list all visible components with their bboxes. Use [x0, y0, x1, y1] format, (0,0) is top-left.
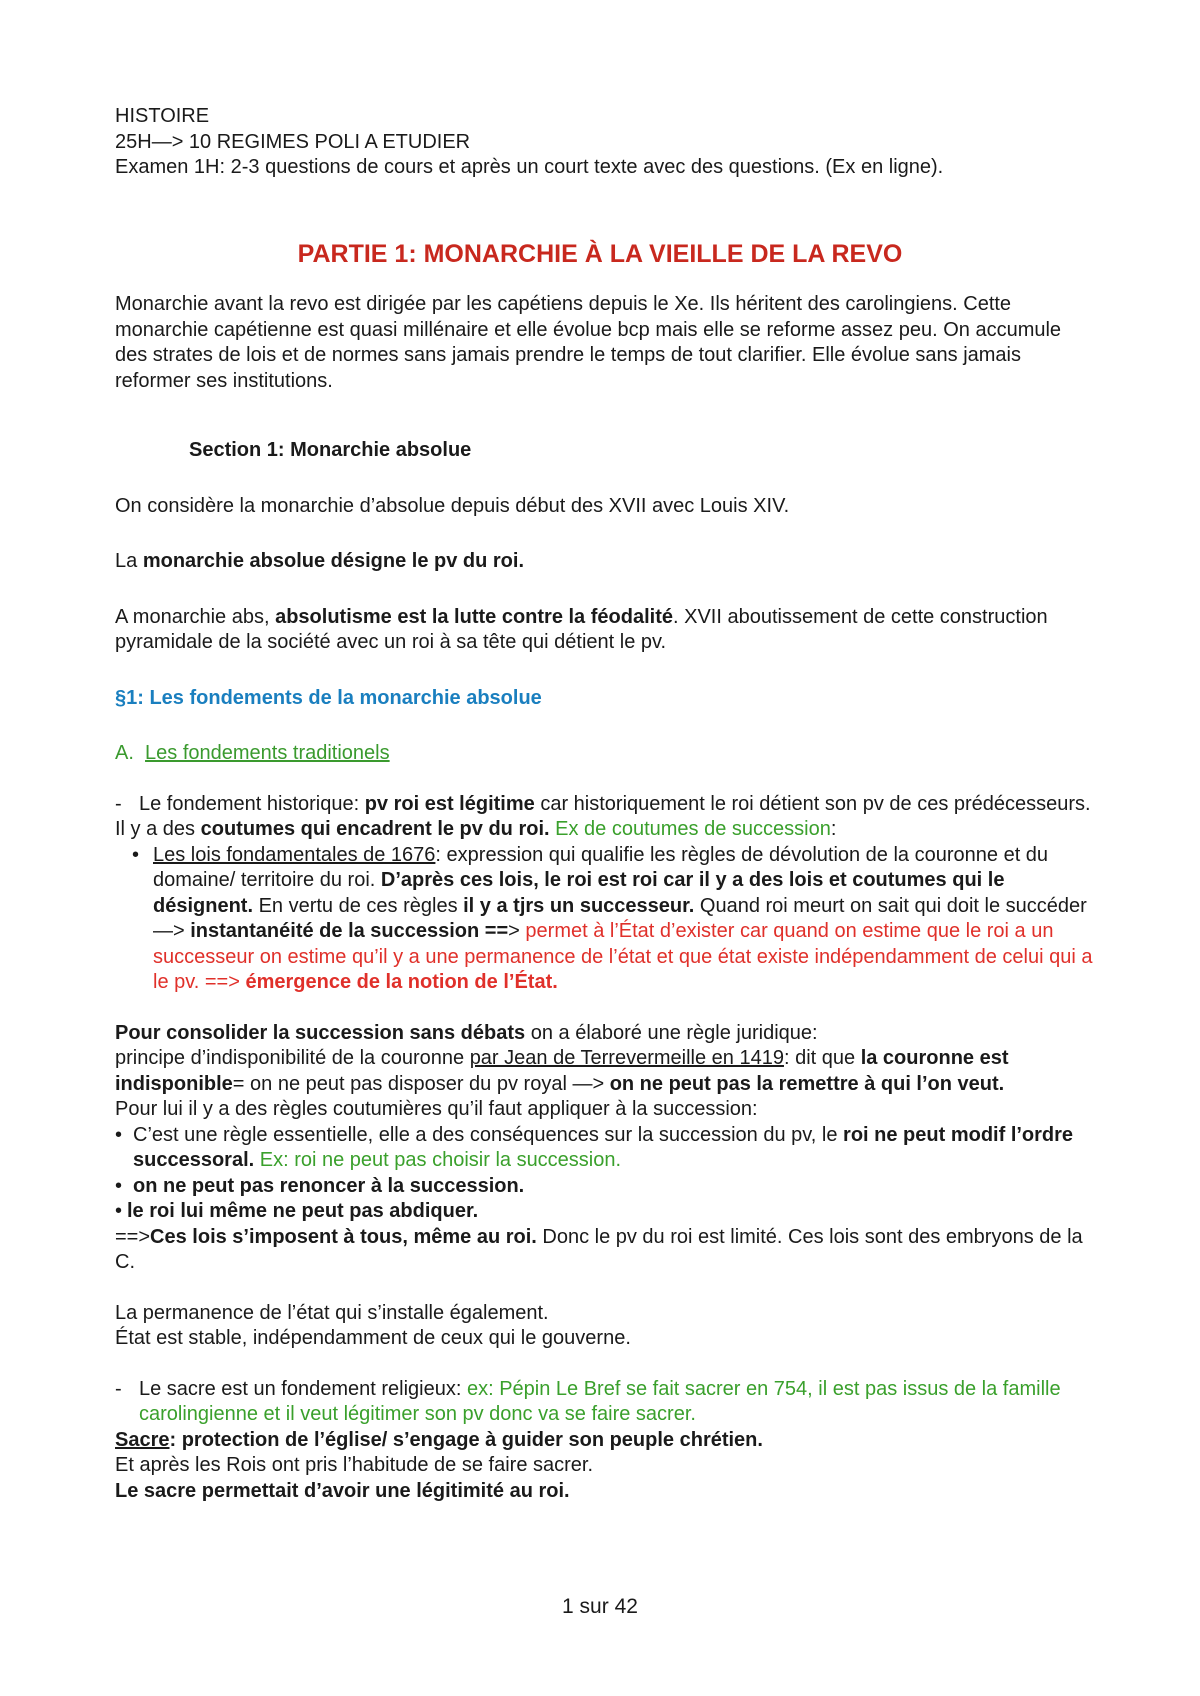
paragraph: Le sacre permettait d’avoir une légitimité au roi.: [115, 1479, 570, 1502]
paragraph-heading: §1: Les fondements de la monarchie absolue: [115, 686, 542, 709]
bullet-marker: •: [115, 1200, 123, 1222]
bullet-list-item: • Les lois fondamentales de 1676: expression qui qualifie les règles de dévolution de la couronne et du domaine/ territoire du roi. D’après ces lois, le roi est roi car il y a des lois et coutumes qui le désignent. En vertu de ces règles il y a tjrs un successeur. Quand roi meurt on sait qui doit le succéder —> instantanéité de la succession ==> permet à l’État d’exister car quand on estime que le roi a un successeur on estime qu’il y a une permanence de l’état et que état existe indépendamment de celui qui a le pv. ==> émergence de la notion de l’État.: [132, 843, 1093, 993]
dash-list-item: - Le fondement historique: pv roi est légitime car historiquement le roi détient son pv de ces prédécesseurs.: [115, 792, 1095, 818]
bullet-marker: •: [132, 843, 140, 866]
page-title: PARTIE 1: MONARCHIE À LA VIEILLE DE LA REVO: [297, 240, 903, 268]
bullet-list-item: • le roi lui même ne peut pas abdiquer.: [115, 1199, 1095, 1225]
paragraph: principe d’indisponibilité de la couronne par Jean de Terrevermeille en 1419: dit que la couronne est indisponible= on ne peut pas disposer du pv royal —> on ne peut pas la remettre à qui l’on veut.: [115, 1047, 1009, 1095]
paragraph: A monarchie abs, absolutisme est la lutte contre la féodalité. XVII aboutissement de cette construction pyramidale de la société avec un roi à sa tête qui détient le pv.: [115, 605, 1048, 653]
header-exam: Examen 1H: 2-3 questions de cours et après un court texte avec des questions. (Ex en ligne).: [115, 156, 944, 178]
dash-list-item: - Le sacre est un fondement religieux: ex: Pépin Le Bref se fait sacrer en 754, il est pas issus de la famille carolingienne et il veut légitimer son pv donc va se faire sacrer.: [115, 1377, 1061, 1425]
header-subject: HISTOIRE: [115, 105, 210, 127]
dash-marker: -: [115, 1377, 122, 1400]
paragraph: La permanence de l’état qui s’installe également.: [115, 1301, 549, 1324]
paragraph: Sacre: protection de l’église/ s’engage à guider son peuple chrétien.: [115, 1428, 763, 1451]
bullet-marker: •: [115, 1174, 123, 1197]
main-content: [115, 292, 1095, 1504]
paragraph: Pour consolider la succession sans débats on a élaboré une règle juridique:: [115, 1021, 818, 1044]
paragraph: État est stable, indépendamment de ceux qui le gouverne.: [115, 1327, 631, 1349]
header-block: [115, 104, 1095, 181]
subheading-a: A. Les fondements traditionels: [115, 742, 390, 764]
paragraph: Il y a des coutumes qui encadrent le pv du roi. Ex de coutumes de succession:: [115, 818, 837, 840]
bullet-list-item: • on ne peut pas renoncer à la succession.: [115, 1174, 1095, 1200]
paragraph: ==>Ces lois s’imposent à tous, même au roi. Donc le pv du roi est limité. Ces lois sont des embryons de la C.: [115, 1225, 1083, 1273]
paragraph: Et après les Rois ont pris l’habitude de se faire sacrer.: [115, 1454, 594, 1476]
bullet-marker: •: [115, 1123, 123, 1146]
paragraph: On considère la monarchie d’absolue depuis début des XVII avec Louis XIV.: [115, 494, 790, 517]
page-number: 1 sur 42: [562, 1595, 638, 1618]
paragraph: La monarchie absolue désigne le pv du roi.: [115, 550, 525, 572]
section-title: Section 1: Monarchie absolue: [189, 439, 472, 461]
dash-marker: -: [115, 792, 122, 815]
bullet-list-item: • C’est une règle essentielle, elle a des conséquences sur la succession du pv, le roi ne peut modif l’ordre successoral. Ex: roi ne peut pas choisir la succession.: [115, 1123, 1074, 1171]
intro-paragraph: Monarchie avant la revo est dirigée par les capétiens depuis le Xe. Ils héritent des carolingiens. Cette monarchie capétienne est quasi millénaire et elle évolue bcp mais elle se reforme assez peu. On accumule des strates de lois et de normes sans jamais prendre le temps de tout clarifier. Elle évolue sans jamais reformer ses institutions.: [115, 293, 1062, 392]
header-hours: 25H—> 10 REGIMES POLI A ETUDIER: [115, 130, 471, 153]
paragraph: Pour lui il y a des règles coutumières qu’il faut appliquer à la succession:: [115, 1098, 758, 1120]
